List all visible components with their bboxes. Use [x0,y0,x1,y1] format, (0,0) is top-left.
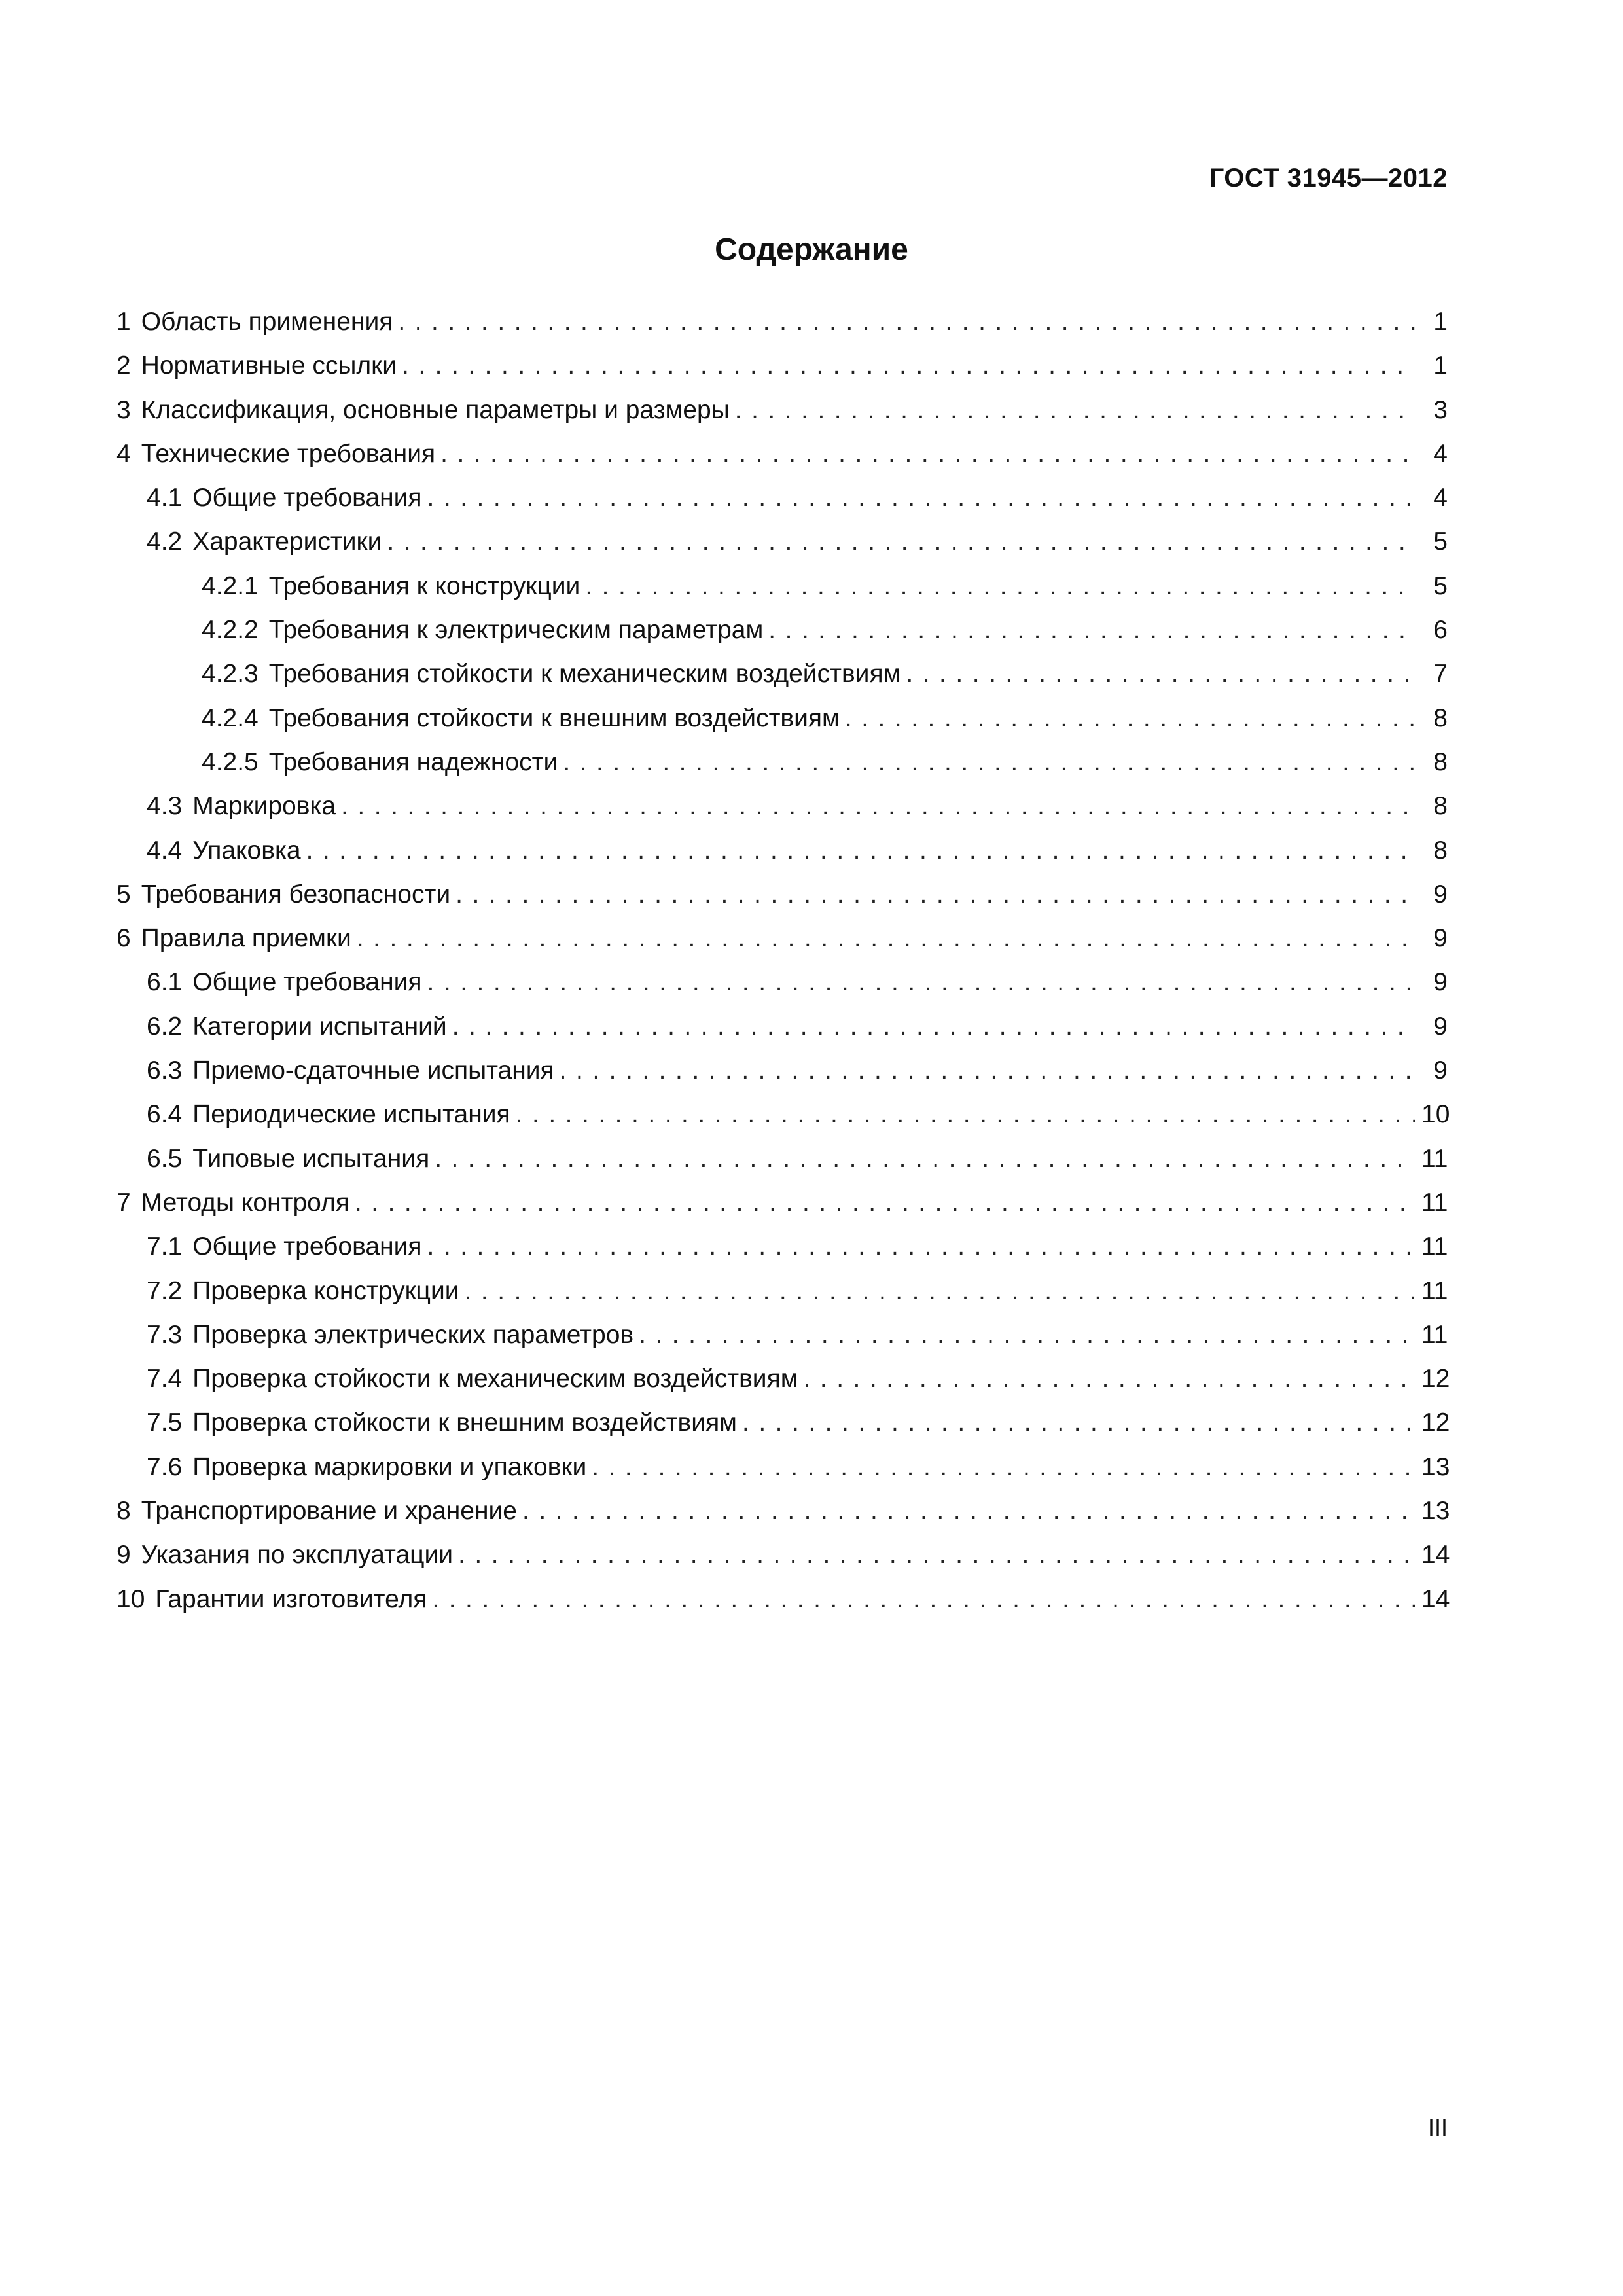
toc-entry-page: 13 [1421,1452,1450,1481]
toc-leader-dots [592,1445,1415,1489]
toc-entry[interactable] [116,1181,1448,1225]
toc-entry-title: Требования к конструкции [268,571,580,600]
toc-leader-dots [742,1401,1415,1444]
toc-entry-number: 10 [116,1585,145,1613]
toc-entry-page: 6 [1433,616,1448,645]
toc-leader-dots [435,1137,1415,1181]
toc-entry[interactable] [116,476,1448,520]
toc-entry-page: 9 [1433,1056,1448,1085]
toc-leader-dots [845,696,1415,740]
toc-leader-dots [452,1005,1415,1049]
toc-entry-page: 12 [1421,1365,1450,1393]
toc-leader-dots [402,344,1415,387]
toc-entry-title: Общие требования [192,968,422,997]
toc-entry-page: 8 [1433,704,1448,732]
toc-entry[interactable] [116,696,1448,740]
toc-entry-number: 4.2.4 [202,704,259,732]
toc-leader-dots [427,476,1415,520]
toc-entry[interactable] [116,916,1448,960]
toc-entry-page: 11 [1421,1144,1448,1173]
toc-entry-page: 11 [1421,1320,1448,1349]
toc-entry-number: 5 [116,880,131,908]
toc-entry-title: Типовые испытания [192,1144,430,1173]
toc-entry[interactable] [116,564,1448,608]
toc-entry-title: Требования стойкости к внешним воздействиям [268,704,840,732]
toc-entry-title: Характеристики [192,528,382,556]
toc-entry-title: Классификация, основные параметры и размеры [141,395,730,424]
toc-entry-number: 4.3 [147,792,183,821]
toc-leader-dots [427,960,1415,1004]
toc-entry[interactable] [116,300,1448,344]
toc-entry-page: 11 [1421,1232,1448,1261]
toc-entry-number: 7.1 [147,1232,183,1261]
toc-entry-page: 4 [1433,439,1448,468]
toc-entry-page: 1 [1433,308,1448,336]
toc-entry-page: 4 [1433,484,1448,512]
toc-entry-title: Транспортирование и хранение [141,1497,517,1526]
toc-entry-title: Нормативные ссылки [141,351,397,380]
toc-entry-title: Общие требования [192,1232,422,1261]
toc-leader-dots [355,1181,1415,1225]
toc-entry-number: 7.6 [147,1452,183,1481]
toc-entry-page: 5 [1433,528,1448,556]
toc-entry-number: 7.3 [147,1320,183,1349]
toc-entry[interactable] [116,1533,1448,1577]
toc-entry-number: 4.2 [147,528,183,556]
toc-entry-title: Требования стойкости к механическим воздействиям [268,660,901,689]
toc-entry-page: 10 [1421,1100,1450,1129]
toc-entry-page: 13 [1421,1497,1450,1526]
toc-entry-title: Проверка электрических параметров [192,1320,634,1349]
toc-leader-dots [455,872,1415,916]
toc-leader-dots [804,1357,1415,1401]
toc-entry[interactable] [116,1489,1448,1533]
toc-leader-dots [465,1269,1415,1313]
toc-leader-dots [306,829,1415,872]
toc-entry-page: 11 [1421,1188,1448,1217]
toc-entry-page: 9 [1433,880,1448,908]
toc-entry[interactable] [116,872,1448,916]
toc-leader-dots [768,608,1415,652]
toc-entry-number: 7.5 [147,1408,183,1437]
toc-entry-title: Общие требования [192,484,422,512]
toc-leader-dots [458,1533,1415,1577]
toc-entry-number: 8 [116,1497,131,1526]
toc-entry-page: 9 [1433,924,1448,953]
toc-entry-number: 9 [116,1541,131,1570]
toc-entry-page: 14 [1421,1585,1450,1613]
toc-entry[interactable] [116,1092,1448,1136]
toc-entry[interactable] [116,784,1448,828]
toc-leader-dots [560,1049,1415,1092]
table-of-contents [116,300,1448,1621]
toc-entry-title: Правила приемки [141,924,351,953]
toc-entry[interactable] [116,1225,1448,1268]
toc-entry-title: Маркировка [192,792,336,821]
toc-leader-dots [639,1313,1415,1357]
toc-entry-page: 7 [1433,660,1448,689]
toc-entry-title: Требования к электрическим параметрам [268,616,764,645]
toc-entry-title: Технические требования [141,439,436,468]
toc-entry-number: 4.2.3 [202,660,259,689]
toc-entry-page: 9 [1433,1012,1448,1041]
toc-entry-number: 7.4 [147,1365,183,1393]
toc-entry[interactable] [116,1313,1448,1357]
toc-entry-number: 7 [116,1188,131,1217]
toc-entry-number: 4 [116,439,131,468]
toc-entry[interactable] [116,829,1448,872]
toc-leader-dots [387,520,1415,564]
toc-entry-page: 8 [1433,747,1448,776]
toc-entry[interactable] [116,344,1448,387]
toc-leader-dots [341,784,1415,828]
toc-entry-title: Методы контроля [141,1188,349,1217]
toc-leader-dots [516,1092,1415,1136]
toc-entry[interactable] [116,608,1448,652]
toc-title: Содержание [715,232,908,267]
toc-leader-dots [440,432,1415,476]
toc-entry[interactable] [116,1137,1448,1181]
toc-entry-title: Область применения [141,308,393,336]
toc-entry[interactable] [116,1577,1448,1621]
toc-entry-page: 14 [1421,1541,1450,1570]
toc-entry-page: 8 [1433,792,1448,821]
page-number: III [1427,2114,1448,2141]
toc-entry-number: 6.4 [147,1100,183,1129]
toc-leader-dots [522,1489,1415,1533]
toc-entry[interactable] [116,1269,1448,1313]
toc-entry-number: 6 [116,924,131,953]
toc-entry-title: Проверка стойкости к механическим воздействиям [192,1365,798,1393]
toc-entry-page: 3 [1433,395,1448,424]
toc-entry-title: Проверка маркировки и упаковки [192,1452,587,1481]
toc-leader-dots [427,1225,1415,1268]
toc-leader-dots [585,564,1415,608]
toc-entry-title: Упаковка [192,836,301,865]
toc-entry-page: 8 [1433,836,1448,865]
toc-entry-number: 4.4 [147,836,183,865]
toc-entry-title: Категории испытаний [192,1012,447,1041]
toc-entry-title: Приемо-сдаточные испытания [192,1056,554,1085]
toc-entry-number: 4.2.5 [202,747,259,776]
toc-entry[interactable] [116,1445,1448,1489]
toc-entry-title: Требования надежности [268,747,558,776]
toc-entry-number: 4.2.2 [202,616,259,645]
toc-entry-number: 4.1 [147,484,183,512]
toc-entry[interactable] [116,740,1448,784]
toc-entry-number: 2 [116,351,131,380]
toc-entry-number: 3 [116,395,131,424]
toc-entry[interactable] [116,1005,1448,1049]
toc-entry[interactable] [116,520,1448,564]
toc-entry-number: 6.2 [147,1012,183,1041]
toc-entry[interactable] [116,432,1448,476]
toc-entry-page: 9 [1433,968,1448,997]
toc-leader-dots [357,916,1415,960]
toc-entry-title: Гарантии изготовителя [155,1585,427,1613]
toc-leader-dots [398,300,1415,344]
toc-entry[interactable] [116,960,1448,1004]
toc-leader-dots [563,740,1415,784]
toc-entry-number: 4.2.1 [202,571,259,600]
toc-entry-number: 1 [116,308,131,336]
toc-entry-number: 6.5 [147,1144,183,1173]
toc-entry-title: Периодические испытания [192,1100,510,1129]
toc-entry-title: Требования безопасности [141,880,451,908]
toc-entry-title: Проверка стойкости к внешним воздействиям [192,1408,737,1437]
toc-entry-page: 11 [1421,1276,1448,1305]
toc-entry[interactable] [116,388,1448,432]
toc-leader-dots [906,652,1415,696]
toc-entry-title: Указания по эксплуатации [141,1541,454,1570]
toc-leader-dots [735,388,1415,432]
toc-leader-dots [432,1577,1415,1621]
document-code: ГОСТ 31945—2012 [1209,164,1448,192]
toc-entry[interactable] [116,1357,1448,1401]
toc-entry-page: 12 [1421,1408,1450,1437]
toc-entry[interactable] [116,1049,1448,1092]
toc-entry-title: Проверка конструкции [192,1276,459,1305]
toc-entry[interactable] [116,652,1448,696]
toc-entry[interactable] [116,1401,1448,1444]
toc-entry-number: 6.1 [147,968,183,997]
toc-entry-number: 7.2 [147,1276,183,1305]
toc-entry-number: 6.3 [147,1056,183,1085]
toc-entry-page: 1 [1433,351,1448,380]
toc-entry-page: 5 [1433,571,1448,600]
